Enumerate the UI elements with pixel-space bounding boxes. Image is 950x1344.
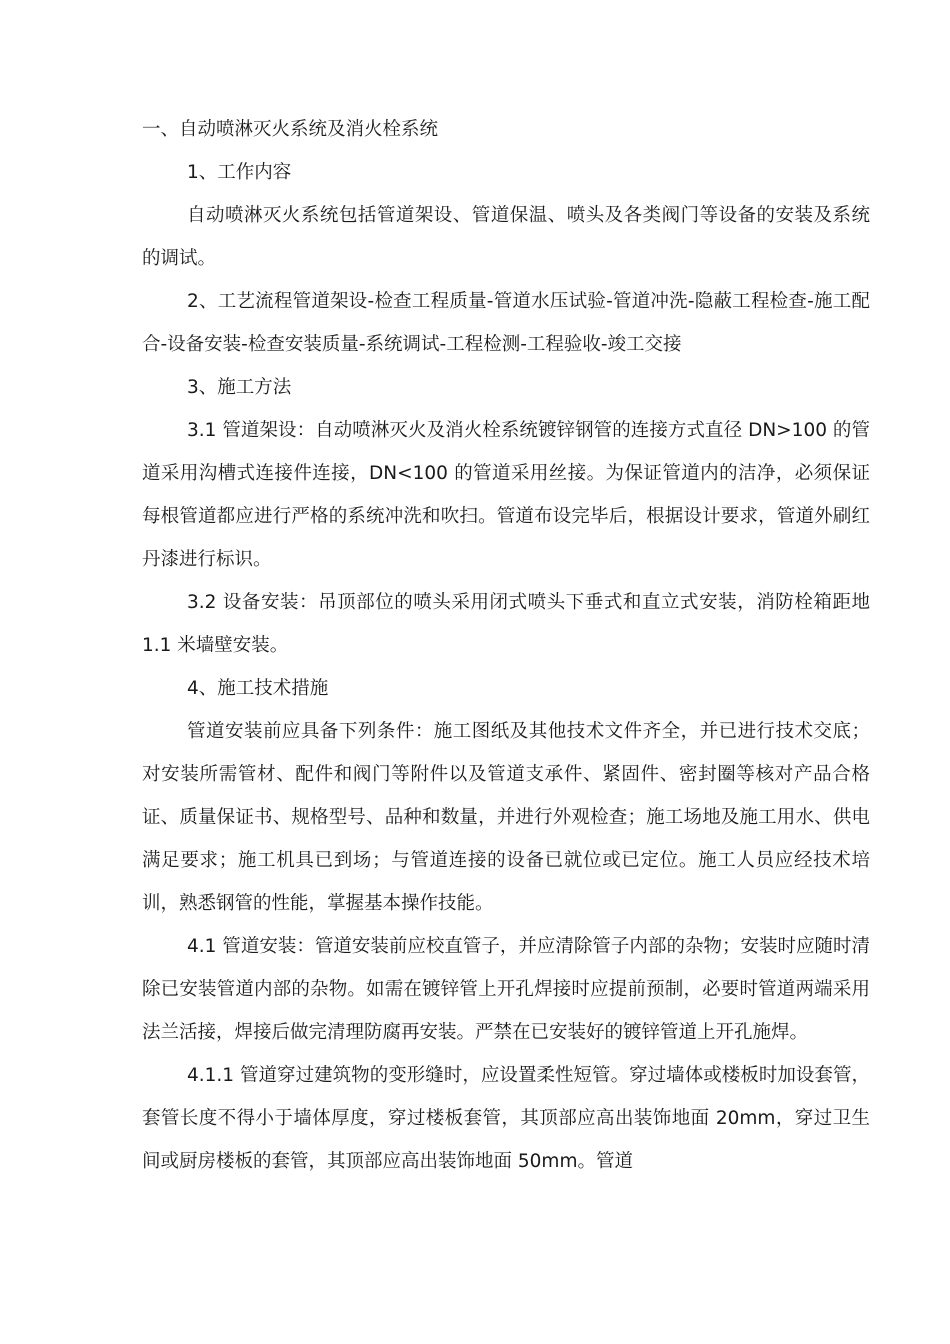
document-body — [142, 108, 870, 1183]
section-heading: 一、自动喷淋灭火系统及消火栓系统 — [142, 119, 439, 140]
paragraph: 4.1 管道安装：管道安装前应校直管子，并应清除管子内部的杂物；安装时应随时清除已安装管道内部的杂物。如需在镀锌管上开孔焊接时应提前预制，必要时管道两端采用法兰活接，焊接后做完清理防腐再安装。严禁在已安装好的镀锌管道上开孔施焊。 — [142, 936, 870, 1043]
subsection-heading: 3、施工方法 — [187, 377, 292, 398]
paragraph: 2、工艺流程管道架设-检查工程质量-管道水压试验-管道冲洗-隐蔽工程检查-施工配合-设备安装-检查安装质量-系统调试-工程检测-工程验收-竣工交接 — [142, 291, 870, 355]
paragraph: 3.1 管道架设：自动喷淋灭火及消火栓系统镀锌钢管的连接方式直径 DN>100 的管道采用沟槽式连接件连接，DN<100 的管道采用丝接。为保证管道内的洁净，必须保证每根管道都应进行严格的系统冲洗和吹扫。管道布设完毕后，根据设计要求，管道外刷红丹漆进行标识。 — [142, 420, 870, 570]
paragraph: 自动喷淋灭火系统包括管道架设、管道保温、喷头及各类阀门等设备的安装及系统的调试。 — [142, 205, 870, 269]
paragraph: 4.1.1 管道穿过建筑物的变形缝时，应设置柔性短管。穿过墙体或楼板时加设套管，套管长度不得小于墙体厚度，穿过楼板套管，其顶部应高出装饰地面 20mm，穿过卫生间或厨房楼板的套管，其顶部应高出装饰地面 50mm。管道 — [142, 1065, 870, 1172]
paragraph: 3.2 设备安装：吊顶部位的喷头采用闭式喷头下垂式和直立式安装，消防栓箱距地 1.1 米墙壁安装。 — [142, 592, 870, 656]
paragraph: 管道安装前应具备下列条件：施工图纸及其他技术文件齐全，并已进行技术交底；对安装所需管材、配件和阀门等附件以及管道支承件、紧固件、密封圈等核对产品合格证、质量保证书、规格型号、品种和数量，并进行外观检查；施工场地及施工用水、供电满足要求；施工机具已到场；与管道连接的设备已就位或已定位。施工人员应经技术培训，熟悉钢管的性能，掌握基本操作技能。 — [142, 721, 870, 914]
subsection-heading: 1、工作内容 — [187, 162, 292, 183]
subsection-heading: 4、施工技术措施 — [187, 678, 329, 699]
